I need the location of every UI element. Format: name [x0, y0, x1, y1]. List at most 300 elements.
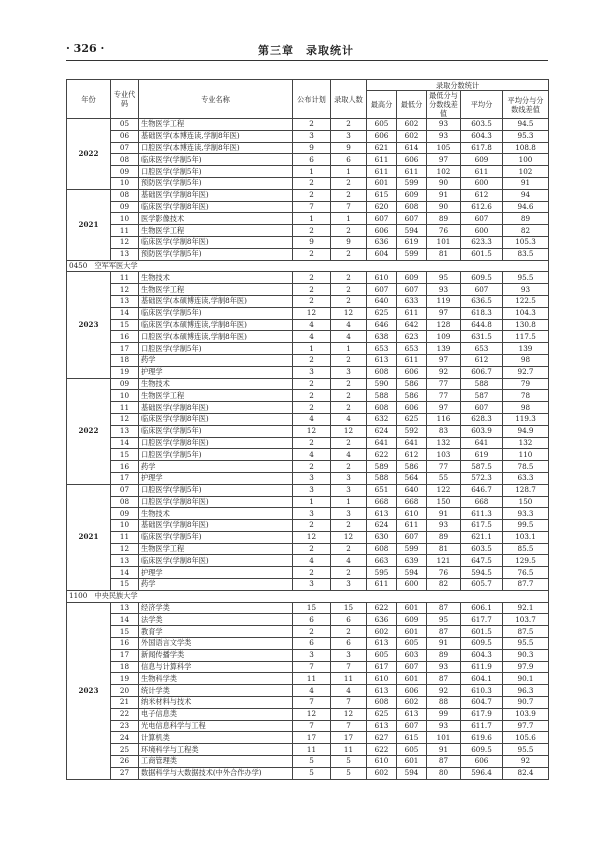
avg-score: 611.3	[461, 508, 503, 520]
min-diff: 93	[427, 661, 461, 673]
avg-score: 611	[461, 166, 503, 178]
max-score: 588	[367, 472, 397, 484]
max-score: 606	[367, 130, 397, 142]
major-code: 13	[111, 248, 139, 260]
avg-score: 611.7	[461, 720, 503, 732]
table-row	[67, 614, 549, 626]
major-code: 24	[111, 732, 139, 744]
major-code: 17	[111, 343, 139, 355]
header-stats-group: 录取分数统计	[367, 80, 549, 91]
admitted-count: 7	[331, 201, 367, 213]
avg-score: 594.5	[461, 567, 503, 579]
admitted-count: 12	[331, 425, 367, 437]
avg-score: 610.3	[461, 685, 503, 697]
avg-diff: 95.3	[503, 130, 549, 142]
major-name: 预防医学(学制5年)	[139, 177, 293, 189]
max-score: 595	[367, 567, 397, 579]
major-name: 临床医学(学制8年医)	[139, 236, 293, 248]
table-row	[67, 272, 549, 284]
header-plan: 公布计划	[293, 80, 331, 119]
header-name: 专业名称	[139, 80, 293, 119]
plan-count: 6	[293, 614, 331, 626]
admitted-count: 2	[331, 461, 367, 473]
min-score: 611	[397, 354, 427, 366]
major-code: 23	[111, 720, 139, 732]
max-score: 621	[367, 142, 397, 154]
chapter-title: 第三章 录取统计	[258, 44, 354, 57]
plan-count: 11	[293, 744, 331, 756]
plan-count: 2	[293, 189, 331, 201]
avg-score: 611.9	[461, 661, 503, 673]
avg-score: 601.5	[461, 626, 503, 638]
major-name: 计算机类	[139, 732, 293, 744]
major-code: 16	[111, 638, 139, 650]
major-code: 08	[111, 496, 139, 508]
page-header	[66, 42, 546, 60]
major-code: 15	[111, 319, 139, 331]
min-score: 611	[397, 307, 427, 319]
major-name: 临床医学(学制8年医)	[139, 413, 293, 425]
table-row	[67, 119, 549, 131]
max-score: 668	[367, 496, 397, 508]
max-score: 617	[367, 661, 397, 673]
plan-count: 3	[293, 649, 331, 661]
table-body	[67, 119, 549, 780]
avg-diff: 94.5	[503, 119, 549, 131]
admitted-count: 5	[331, 756, 367, 768]
avg-diff: 139	[503, 343, 549, 355]
major-code: 11	[111, 531, 139, 543]
table-row	[67, 189, 549, 201]
min-diff: 91	[427, 744, 461, 756]
min-score: 613	[397, 708, 427, 720]
major-name: 新闻传播学类	[139, 649, 293, 661]
avg-diff: 110	[503, 449, 549, 461]
min-score: 641	[397, 437, 427, 449]
plan-count: 6	[293, 638, 331, 650]
major-name: 口腔医学(本硕博连读,学制8年医)	[139, 331, 293, 343]
plan-count: 1	[293, 496, 331, 508]
min-diff: 93	[427, 119, 461, 131]
max-score: 663	[367, 555, 397, 567]
major-code: 10	[111, 213, 139, 225]
min-diff: 95	[427, 614, 461, 626]
major-code: 20	[111, 685, 139, 697]
min-diff: 93	[427, 284, 461, 296]
min-score: 603	[397, 649, 427, 661]
table-row	[67, 461, 549, 473]
table-row	[67, 602, 549, 614]
major-name: 工商管理类	[139, 756, 293, 768]
admitted-count: 9	[331, 236, 367, 248]
table-row	[67, 425, 549, 437]
min-diff: 95	[427, 272, 461, 284]
plan-count: 4	[293, 449, 331, 461]
min-diff: 99	[427, 708, 461, 720]
avg-score: 631.5	[461, 331, 503, 343]
major-code: 18	[111, 354, 139, 366]
major-code: 12	[111, 543, 139, 555]
admitted-count: 2	[331, 520, 367, 532]
plan-count: 7	[293, 661, 331, 673]
year-cell: 2023	[67, 272, 111, 378]
major-name: 护理学	[139, 567, 293, 579]
min-diff: 87	[427, 626, 461, 638]
plan-count: 3	[293, 366, 331, 378]
major-name: 生物医学工程	[139, 119, 293, 131]
min-diff: 93	[427, 130, 461, 142]
plan-count: 2	[293, 354, 331, 366]
min-diff: 76	[427, 567, 461, 579]
major-code: 07	[111, 142, 139, 154]
min-diff: 101	[427, 236, 461, 248]
major-code: 09	[111, 508, 139, 520]
avg-diff: 105.6	[503, 732, 549, 744]
avg-diff: 83.5	[503, 248, 549, 260]
header-year: 年份	[67, 80, 111, 119]
major-code: 12	[111, 236, 139, 248]
major-code: 08	[111, 154, 139, 166]
avg-score: 596.4	[461, 767, 503, 779]
max-score: 611	[367, 166, 397, 178]
major-name: 临床医学(学制5年)	[139, 307, 293, 319]
min-diff: 77	[427, 378, 461, 390]
table-row	[67, 295, 549, 307]
plan-count: 2	[293, 284, 331, 296]
table-row	[67, 638, 549, 650]
avg-diff: 90.3	[503, 649, 549, 661]
major-name: 口腔医学(学制5年)	[139, 449, 293, 461]
max-score: 613	[367, 354, 397, 366]
table-row	[67, 390, 549, 402]
major-code: 06	[111, 130, 139, 142]
admitted-count: 4	[331, 319, 367, 331]
admitted-count: 2	[331, 119, 367, 131]
plan-count: 3	[293, 508, 331, 520]
admitted-count: 11	[331, 744, 367, 756]
avg-score: 600	[461, 225, 503, 237]
major-name: 统计学类	[139, 685, 293, 697]
min-score: 601	[397, 626, 427, 638]
min-diff: 92	[427, 685, 461, 697]
plan-count: 4	[293, 319, 331, 331]
major-name: 信息与计算科学	[139, 661, 293, 673]
avg-diff: 108.8	[503, 142, 549, 154]
min-score: 606	[397, 154, 427, 166]
table-row	[67, 154, 549, 166]
table-row	[67, 449, 549, 461]
min-diff: 87	[427, 673, 461, 685]
min-diff: 122	[427, 484, 461, 496]
table-row	[67, 402, 549, 414]
admitted-count: 4	[331, 685, 367, 697]
max-score: 590	[367, 378, 397, 390]
min-diff: 90	[427, 201, 461, 213]
max-score: 622	[367, 449, 397, 461]
section-row	[67, 590, 549, 602]
max-score: 613	[367, 685, 397, 697]
table-row	[67, 307, 549, 319]
min-diff: 116	[427, 413, 461, 425]
plan-count: 2	[293, 520, 331, 532]
avg-diff: 82.4	[503, 767, 549, 779]
admitted-count: 1	[331, 343, 367, 355]
major-code: 11	[111, 225, 139, 237]
avg-diff: 78.5	[503, 461, 549, 473]
plan-count: 3	[293, 472, 331, 484]
major-name: 护理学	[139, 472, 293, 484]
min-score: 608	[397, 201, 427, 213]
avg-score: 609.5	[461, 744, 503, 756]
year-cell: 2021	[67, 189, 111, 260]
header-rule	[66, 60, 548, 61]
avg-diff: 79	[503, 378, 549, 390]
major-name: 口腔医学(学制8年医)	[139, 496, 293, 508]
avg-diff: 89	[503, 213, 549, 225]
table-row	[67, 343, 549, 355]
avg-score: 647.5	[461, 555, 503, 567]
min-score: 605	[397, 744, 427, 756]
table-row	[67, 437, 549, 449]
major-code: 15	[111, 579, 139, 591]
min-diff: 93	[427, 520, 461, 532]
max-score: 601	[367, 177, 397, 189]
avg-diff: 87.7	[503, 579, 549, 591]
min-diff: 77	[427, 390, 461, 402]
table-row	[67, 685, 549, 697]
major-name: 护理学	[139, 366, 293, 378]
avg-diff: 97.9	[503, 661, 549, 673]
major-code: 18	[111, 661, 139, 673]
avg-diff: 92.7	[503, 366, 549, 378]
min-score: 611	[397, 520, 427, 532]
major-name: 基础医学(学制8年医)	[139, 520, 293, 532]
max-score: 627	[367, 732, 397, 744]
year-cell: 2022	[67, 119, 111, 190]
max-score: 607	[367, 284, 397, 296]
avg-diff: 119.3	[503, 413, 549, 425]
min-score: 639	[397, 555, 427, 567]
admitted-count: 2	[331, 272, 367, 284]
plan-count: 11	[293, 673, 331, 685]
max-score: 625	[367, 708, 397, 720]
min-score: 586	[397, 390, 427, 402]
table-row	[67, 248, 549, 260]
table-row	[67, 284, 549, 296]
min-diff: 89	[427, 649, 461, 661]
plan-count: 9	[293, 236, 331, 248]
admitted-count: 3	[331, 649, 367, 661]
admitted-count: 7	[331, 661, 367, 673]
avg-diff: 105.3	[503, 236, 549, 248]
avg-diff: 104.3	[503, 307, 549, 319]
min-score: 606	[397, 366, 427, 378]
max-score: 602	[367, 767, 397, 779]
min-diff: 128	[427, 319, 461, 331]
avg-diff: 63.3	[503, 472, 549, 484]
major-name: 生物医学工程	[139, 284, 293, 296]
major-code: 26	[111, 756, 139, 768]
avg-score: 604.3	[461, 649, 503, 661]
admitted-count: 15	[331, 602, 367, 614]
avg-score: 588	[461, 378, 503, 390]
admitted-count: 4	[331, 555, 367, 567]
plan-count: 2	[293, 119, 331, 131]
major-code: 14	[111, 437, 139, 449]
min-score: 601	[397, 756, 427, 768]
max-score: 610	[367, 673, 397, 685]
avg-diff: 150	[503, 496, 549, 508]
max-score: 636	[367, 236, 397, 248]
section-title: 1100 中央民族大学	[67, 590, 549, 602]
major-name: 纳米材料与技术	[139, 697, 293, 709]
avg-score: 617.8	[461, 142, 503, 154]
major-name: 经济学类	[139, 602, 293, 614]
avg-score: 612	[461, 354, 503, 366]
avg-score: 603.5	[461, 543, 503, 555]
min-score: 594	[397, 567, 427, 579]
major-code: 17	[111, 649, 139, 661]
avg-score: 617.9	[461, 708, 503, 720]
table-row	[67, 649, 549, 661]
min-diff: 76	[427, 225, 461, 237]
table-row	[67, 579, 549, 591]
min-diff: 77	[427, 461, 461, 473]
avg-diff: 100	[503, 154, 549, 166]
avg-score: 641	[461, 437, 503, 449]
plan-count: 4	[293, 685, 331, 697]
avg-score: 604.7	[461, 697, 503, 709]
table-row	[67, 756, 549, 768]
table-row	[67, 555, 549, 567]
major-name: 基础医学(本博连读,学制8年医)	[139, 130, 293, 142]
avg-diff: 94	[503, 189, 549, 201]
max-score: 605	[367, 119, 397, 131]
max-score: 611	[367, 154, 397, 166]
major-name: 临床医学(学制5年)	[139, 154, 293, 166]
avg-diff: 98	[503, 402, 549, 414]
plan-count: 7	[293, 201, 331, 213]
min-diff: 97	[427, 354, 461, 366]
admitted-count: 12	[331, 307, 367, 319]
min-diff: 89	[427, 213, 461, 225]
major-name: 药学	[139, 579, 293, 591]
section-row	[67, 260, 549, 272]
avg-score: 628.3	[461, 413, 503, 425]
avg-score: 606.7	[461, 366, 503, 378]
major-name: 生物医学工程	[139, 225, 293, 237]
header-min: 最低分	[397, 91, 427, 119]
admitted-count: 2	[331, 248, 367, 260]
max-score: 622	[367, 602, 397, 614]
avg-diff: 95.5	[503, 272, 549, 284]
admitted-count: 4	[331, 449, 367, 461]
avg-score: 668	[461, 496, 503, 508]
min-diff: 82	[427, 579, 461, 591]
table-row	[67, 354, 549, 366]
avg-score: 601.5	[461, 248, 503, 260]
min-score: 625	[397, 413, 427, 425]
plan-count: 2	[293, 272, 331, 284]
max-score: 589	[367, 461, 397, 473]
max-score: 632	[367, 413, 397, 425]
major-code: 17	[111, 472, 139, 484]
plan-count: 2	[293, 543, 331, 555]
avg-score: 572.3	[461, 472, 503, 484]
avg-score: 619	[461, 449, 503, 461]
min-score: 599	[397, 177, 427, 189]
major-code: 13	[111, 295, 139, 307]
admitted-count: 12	[331, 708, 367, 720]
avg-diff: 94.6	[503, 201, 549, 213]
admitted-count: 2	[331, 402, 367, 414]
major-name: 药学	[139, 461, 293, 473]
avg-score: 646.7	[461, 484, 503, 496]
avg-diff: 78	[503, 390, 549, 402]
admitted-count: 2	[331, 567, 367, 579]
table-row	[67, 166, 549, 178]
major-name: 外国语言文学类	[139, 638, 293, 650]
min-diff: 97	[427, 402, 461, 414]
table-row	[67, 661, 549, 673]
min-diff: 55	[427, 472, 461, 484]
min-score: 602	[397, 697, 427, 709]
min-score: 607	[397, 531, 427, 543]
major-code: 14	[111, 614, 139, 626]
min-score: 586	[397, 461, 427, 473]
plan-count: 7	[293, 720, 331, 732]
major-name: 基础医学(本硕博连读,学制8年医)	[139, 295, 293, 307]
avg-score: 617.7	[461, 614, 503, 626]
major-code: 14	[111, 307, 139, 319]
max-score: 613	[367, 638, 397, 650]
table-row	[67, 520, 549, 532]
max-score: 620	[367, 201, 397, 213]
header-admitted: 录取人数	[331, 80, 367, 119]
avg-score: 604.3	[461, 130, 503, 142]
plan-count: 2	[293, 295, 331, 307]
avg-score: 607	[461, 284, 503, 296]
avg-score: 619.6	[461, 732, 503, 744]
min-score: 606	[397, 402, 427, 414]
avg-diff: 99.5	[503, 520, 549, 532]
table-row	[67, 213, 549, 225]
major-code: 16	[111, 461, 139, 473]
avg-score: 636.5	[461, 295, 503, 307]
table-row	[67, 744, 549, 756]
min-score: 601	[397, 673, 427, 685]
major-name: 临床医学(学制5年)	[139, 531, 293, 543]
major-code: 09	[111, 378, 139, 390]
plan-count: 1	[293, 213, 331, 225]
avg-diff: 98	[503, 354, 549, 366]
major-name: 口腔医学(学制5年)	[139, 484, 293, 496]
admitted-count: 3	[331, 366, 367, 378]
max-score: 608	[367, 366, 397, 378]
min-score: 609	[397, 189, 427, 201]
avg-diff: 103.9	[503, 708, 549, 720]
plan-count: 12	[293, 307, 331, 319]
major-code: 21	[111, 697, 139, 709]
min-diff: 91	[427, 508, 461, 520]
avg-diff: 76.5	[503, 567, 549, 579]
avg-score: 606.1	[461, 602, 503, 614]
major-name: 医学影像技术	[139, 213, 293, 225]
avg-diff: 94.9	[503, 425, 549, 437]
plan-count: 3	[293, 130, 331, 142]
min-score: 607	[397, 284, 427, 296]
max-score: 624	[367, 425, 397, 437]
